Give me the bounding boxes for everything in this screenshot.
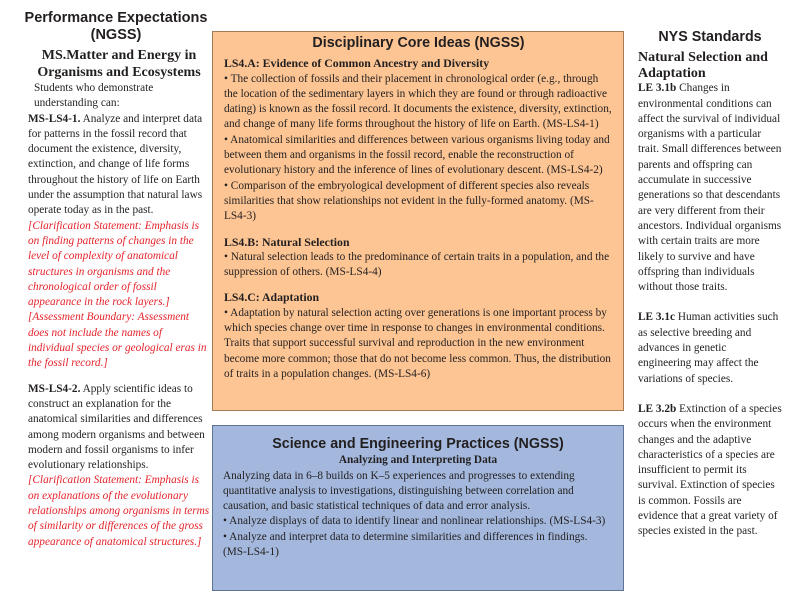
performance-expectations-column — [24, 10, 210, 550]
le-3-1b — [638, 81, 782, 295]
science-engineering-practices-box — [212, 425, 624, 591]
sep-subtitle: Analyzing and Interpreting Data — [338, 454, 498, 467]
ls4b-bullet-1: • Natural selection leads to the predominance of certain traits in a population, and the suppression of others. (MS-LS4-4) — [224, 250, 610, 279]
intro-text: Students who demonstrate understanding can: — [34, 82, 154, 110]
le-3-1c — [638, 310, 782, 386]
dci-title: Disciplinary Core Ideas (NGSS) — [312, 35, 525, 51]
le-3-2b — [638, 402, 782, 540]
disciplinary-core-ideas-box — [212, 31, 624, 411]
pe-ms-ls4-1-code: MS-LS4-1. — [28, 112, 81, 125]
sep-title: Science and Engineering Practices (NGSS) — [272, 436, 564, 452]
le-3-1c-code: LE 3.1c — [638, 311, 676, 324]
sep-intro: Analyzing data in 6–8 builds on K–5 experiences and progresses to extending quantitative analysis to investigations, distinguishing between correlation and causation, and basic statistical techniques of data and error analysis. — [223, 469, 575, 513]
performance-expectations-heading: Performance Expectations (NGSS) — [24, 10, 208, 43]
pe-ms-ls4-2-clarification: [Clarification Statement: Emphasis is on explanations of the evolutionary relationships among organisms in terms of similarity or differences of the gross appearance of anatomical structures.] — [28, 474, 210, 548]
pe-ms-ls4-2-text: Apply scientific ideas to construct an explanation for the anatomical similarities and differences among modern organisms and between modern and fossil organisms to infer evolutionary relationships. — [28, 382, 205, 472]
ls4a-bullet-2: • Anatomical similarities and differences between various organisms living today and between them and organisms in the fossil record, enable the reconstruction of evolutionary history and the inference of lines of evolutionary descent. (MS-LS4-2) — [224, 133, 610, 177]
ls4a-bullet-1: • The collection of fossils and their placement in chronological order (e.g., through the location of the sedimentary layers in which they are found or through radioactive dating) is known as the fossil record. It documents the existence, diversity, extinction, and change of many life forms throughout the history of life on Earth. (MS-LS4-1) — [224, 72, 612, 131]
topic-subheading: MS.Matter and Energy in Organisms and Ecosystems — [37, 48, 201, 80]
le-3-1b-text: Changes in environmental conditions can affect the survival of individual organisms with a particular trait. Small differences between parents and offspring can accumulate in successive generations so that descendants are very different from their ancestors. Individual organisms with certain traits are more likely to survive and have offspring than individuals without those traits. — [638, 82, 782, 294]
le-3-1c-text: Human activities such as selective breeding and advances in genetic engineering may affect the variations of species. — [638, 311, 779, 385]
pe-ms-ls4-1-clarification: [Clarification Statement: Emphasis is on finding patterns of changes in the level of complexity of anatomical structures in organisms and the chronological order of fossil appearance in the rock layers.] — [28, 219, 200, 309]
le-3-1b-code: LE 3.1b — [638, 82, 677, 95]
nys-standards-column — [638, 30, 782, 540]
ls4b-heading: LS4.B: Natural Selection — [224, 234, 350, 249]
ls4a-bullet-3: • Comparison of the embryological development of different species also reveals similarities that show relationships not evident in the fully-formed anatomy. (MS-LS4-3) — [224, 179, 594, 223]
sep-bullet-1: • Analyze displays of data to identify linear and nonlinear relationships. (MS-LS4-3) — [223, 515, 606, 528]
pe-ms-ls4-1-assessment-boundary: [Assessment Boundary: Assessment does not include the names of individual species or geological eras in the fossil record.] — [28, 311, 207, 370]
sep-bullet-2: • Analyze and interpret data to determine similarities and differences in findings. (MS-LS4-1) — [223, 530, 588, 559]
pe-ms-ls4-2-code: MS-LS4-2. — [28, 382, 81, 395]
nys-standards-heading: NYS Standards — [658, 29, 762, 45]
ls4a-heading: LS4.A: Evidence of Common Ancestry and Diversity — [224, 56, 490, 71]
ls4c-bullet-1: • Adaptation by natural selection acting over generations is one important process by which species change over time in response to changes in environmental conditions. Traits that support successful survival and reproduction in the new environment become more common; those that do not become less common. Thus, the distribution of traits in a population changes. (MS-LS4-6) — [224, 306, 611, 380]
le-3-2b-text: Extinction of a species occurs when the environment changes and the adaptive characteristics of a species are insufficient to permit its survival. Extinction of species is common. Fossils are evidence that a great variety of species existed in the past. — [638, 402, 782, 538]
pe-ms-ls4-2 — [28, 382, 210, 474]
nys-subheading: Natural Selection and Adaptation — [638, 50, 768, 81]
le-3-2b-code: LE 3.2b — [638, 402, 677, 415]
pe-ms-ls4-1-text: Analyze and interpret data for patterns in the fossil record that document the existence, diversity, extinction, and change of life forms throughout the history of life on Earth under the assumption that natural laws operate today as in the past. — [28, 112, 203, 217]
pe-ms-ls4-1 — [28, 112, 210, 311]
ls4c-heading: LS4.C: Adaptation — [224, 290, 320, 305]
